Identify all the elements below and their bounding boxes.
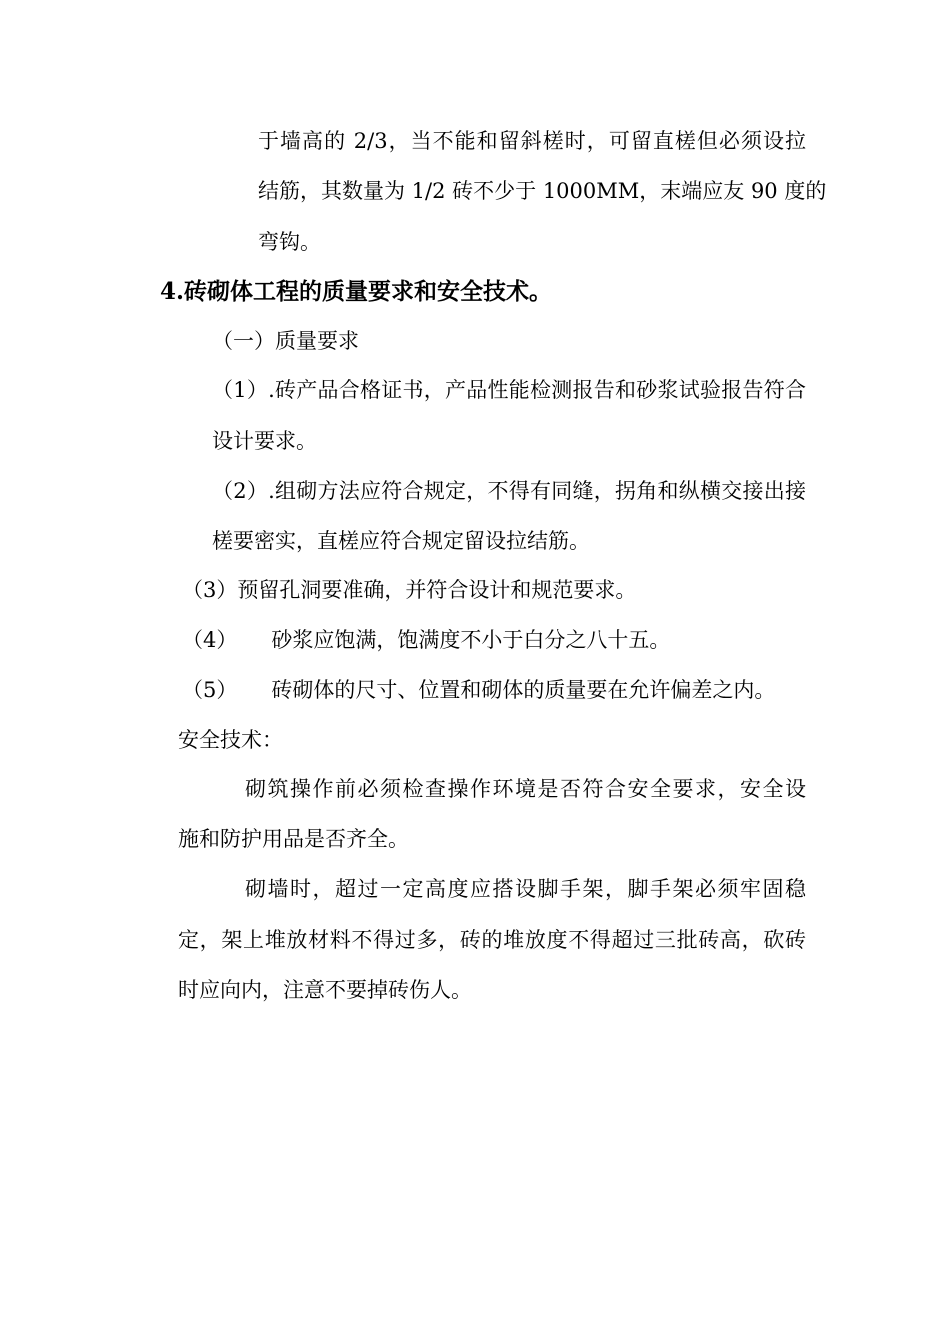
- item-text: 砖砌体的尺寸、位置和砌体的质量要在允许偏差之内。: [271, 678, 776, 702]
- quality-item-2: （2）.组砌方法应符合规定，不得有同缝，拐角和纵横交接出接: [212, 479, 806, 503]
- safety-paragraph-1: 砌筑操作前必须检查操作环境是否符合安全要求，安全设: [245, 777, 806, 801]
- quality-subheading: （一）质量要求: [212, 329, 359, 353]
- item-text: 砂浆应饱满，饱满度不小于白分之八十五。: [271, 628, 671, 652]
- safety-paragraph-2-cont: 定，架上堆放材料不得过多，砖的堆放度不得超过三批砖高，砍砖: [178, 928, 806, 952]
- quality-item-5: [182, 676, 775, 704]
- paragraph-line: 结筋，其数量为 1/2 砖不少于 1000MM，末端应友 90 度的: [258, 179, 827, 203]
- quality-item-2-cont: 槎要密实，直槎应符合规定留设拉结筋。: [212, 529, 590, 553]
- safety-paragraph-1-cont: 施和防护用品是否齐全。: [178, 827, 409, 851]
- safety-paragraph-2: 砌墙时，超过一定高度应搭设脚手架，脚手架必须牢固稳: [245, 877, 806, 901]
- safety-paragraph-2-end: 时应向内，注意不要掉砖伤人。: [178, 978, 472, 1002]
- quality-item-4: [182, 626, 670, 654]
- quality-item-1: （1）.砖产品合格证书，产品性能检测报告和砂浆试验报告符合: [212, 378, 806, 402]
- quality-item-3: （3）预留孔洞要准确，并符合设计和规范要求。: [182, 578, 637, 602]
- paragraph-line: 于墙高的 2/3，当不能和留斜槎时，可留直槎但必须设拉: [258, 129, 806, 153]
- safety-subheading: 安全技术：: [178, 728, 283, 752]
- item-number: （4）: [182, 628, 238, 652]
- paragraph-line: 弯钩。: [258, 230, 321, 254]
- section-heading: 4.砖砌体工程的质量要求和安全技术。: [160, 278, 553, 305]
- item-number: （5）: [182, 678, 238, 702]
- quality-item-1-cont: 设计要求。: [212, 429, 317, 453]
